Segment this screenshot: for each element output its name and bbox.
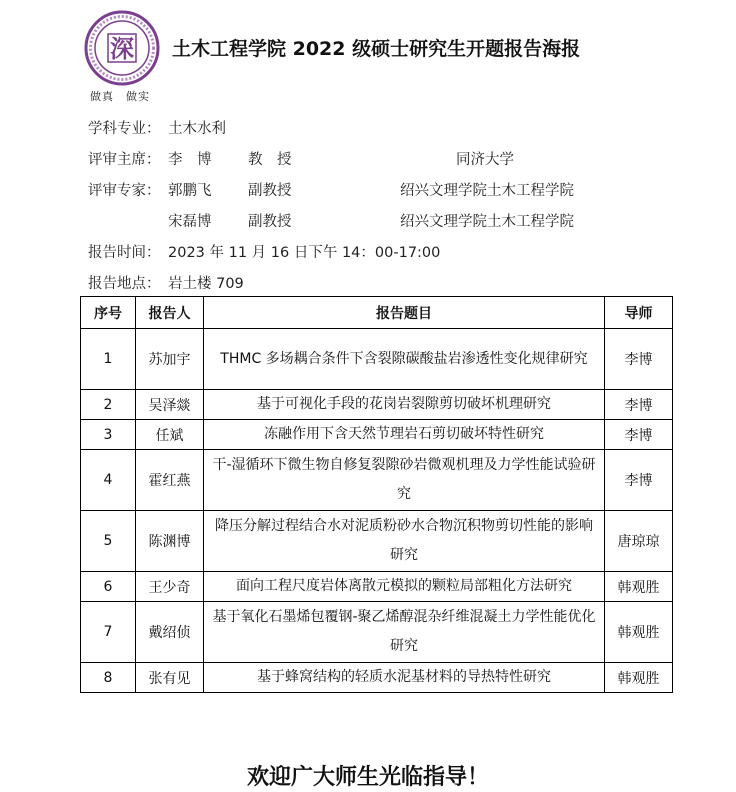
schedule-table bbox=[80, 296, 673, 693]
chair-name: 李 博 bbox=[168, 152, 212, 168]
major-value: 土木水利 bbox=[168, 121, 226, 137]
university-logo bbox=[84, 10, 160, 86]
cell-advisor: 唐琼琼 bbox=[605, 511, 673, 572]
table-row bbox=[81, 390, 673, 420]
cell-presenter: 苏加宇 bbox=[136, 329, 204, 390]
expert-title: 副教授 bbox=[248, 214, 292, 230]
cell-topic: 面向工程尺度岩体离散元模拟的颗粒局部粗化方法研究 bbox=[204, 572, 605, 602]
header-advisor: 导师 bbox=[605, 297, 673, 329]
cell-advisor: 李博 bbox=[605, 329, 673, 390]
logo-character: 深 bbox=[110, 34, 134, 63]
place-label: 报告地点： bbox=[88, 276, 161, 292]
place-value: 岩土楼 709 bbox=[168, 276, 244, 292]
cell-advisor: 李博 bbox=[605, 450, 673, 511]
cell-presenter: 王少奇 bbox=[136, 572, 204, 602]
cell-topic: 基于蜂窝结构的轻质水泥基材料的导热特性研究 bbox=[204, 663, 605, 693]
cell-presenter: 霍红燕 bbox=[136, 450, 204, 511]
table-row bbox=[81, 420, 673, 450]
cell-no: 4 bbox=[81, 450, 136, 511]
time-label: 报告时间： bbox=[88, 245, 161, 261]
cell-advisor: 韩观胜 bbox=[605, 663, 673, 693]
header-no: 序号 bbox=[81, 297, 136, 329]
chair-org: 同济大学 bbox=[456, 152, 514, 168]
cell-no: 8 bbox=[81, 663, 136, 693]
expert-title: 副教授 bbox=[248, 183, 292, 199]
cell-topic: 基于可视化手段的花岗岩裂隙剪切破坏机理研究 bbox=[204, 390, 605, 420]
cell-topic: 降压分解过程结合水对泥质粉砂水合物沉积物剪切性能的影响研究 bbox=[204, 511, 605, 572]
cell-no: 1 bbox=[81, 329, 136, 390]
cell-presenter: 任斌 bbox=[136, 420, 204, 450]
cell-advisor: 韩观胜 bbox=[605, 602, 673, 663]
chair-label: 评审主席： bbox=[88, 152, 161, 168]
cell-no: 2 bbox=[81, 390, 136, 420]
cell-presenter: 张有见 bbox=[136, 663, 204, 693]
expert-org: 绍兴文理学院土木工程学院 bbox=[400, 214, 574, 230]
major-label: 学科专业： bbox=[88, 121, 161, 137]
expert-name: 郭鹏飞 bbox=[168, 183, 212, 199]
cell-topic: 冻融作用下含天然节理岩石剪切破坏特性研究 bbox=[204, 420, 605, 450]
cell-topic: THMC 多场耦合条件下含裂隙碳酸盐岩渗透性变化规律研究 bbox=[204, 329, 605, 390]
time-value: 2023 年 11 月 16 日下午 14：00-17:00 bbox=[168, 245, 441, 261]
cell-presenter: 陈渊博 bbox=[136, 511, 204, 572]
header-topic: 报告题目 bbox=[204, 297, 605, 329]
cell-topic: 基于氧化石墨烯包覆钢-聚乙烯醇混杂纤维混凝土力学性能优化研究 bbox=[204, 602, 605, 663]
page-title: 土木工程学院 2022 级硕士研究生开题报告海报 bbox=[172, 38, 581, 60]
table-row bbox=[81, 602, 673, 663]
cell-advisor: 李博 bbox=[605, 390, 673, 420]
welcome-message: 欢迎广大师生光临指导！ bbox=[246, 765, 489, 790]
cell-advisor: 李博 bbox=[605, 420, 673, 450]
table-row bbox=[81, 511, 673, 572]
table-row bbox=[81, 572, 673, 602]
header-presenter: 报告人 bbox=[136, 297, 204, 329]
chair-title: 教 授 bbox=[248, 152, 292, 168]
table-row bbox=[81, 329, 673, 390]
cell-topic: 干-湿循环下微生物自修复裂隙砂岩微观机理及力学性能试验研究 bbox=[204, 450, 605, 511]
experts-label: 评审专家： bbox=[88, 183, 161, 199]
expert-org: 绍兴文理学院土木工程学院 bbox=[400, 183, 574, 199]
table-row bbox=[81, 663, 673, 693]
table-header-row bbox=[81, 297, 673, 329]
cell-advisor: 韩观胜 bbox=[605, 572, 673, 602]
cell-no: 6 bbox=[81, 572, 136, 602]
cell-no: 3 bbox=[81, 420, 136, 450]
table-row bbox=[81, 450, 673, 511]
motto: 做真 做实 bbox=[90, 90, 150, 103]
cell-presenter: 吴泽燚 bbox=[136, 390, 204, 420]
expert-name: 宋磊博 bbox=[168, 214, 212, 230]
cell-presenter: 戴绍侦 bbox=[136, 602, 204, 663]
cell-no: 5 bbox=[81, 511, 136, 572]
cell-no: 7 bbox=[81, 602, 136, 663]
